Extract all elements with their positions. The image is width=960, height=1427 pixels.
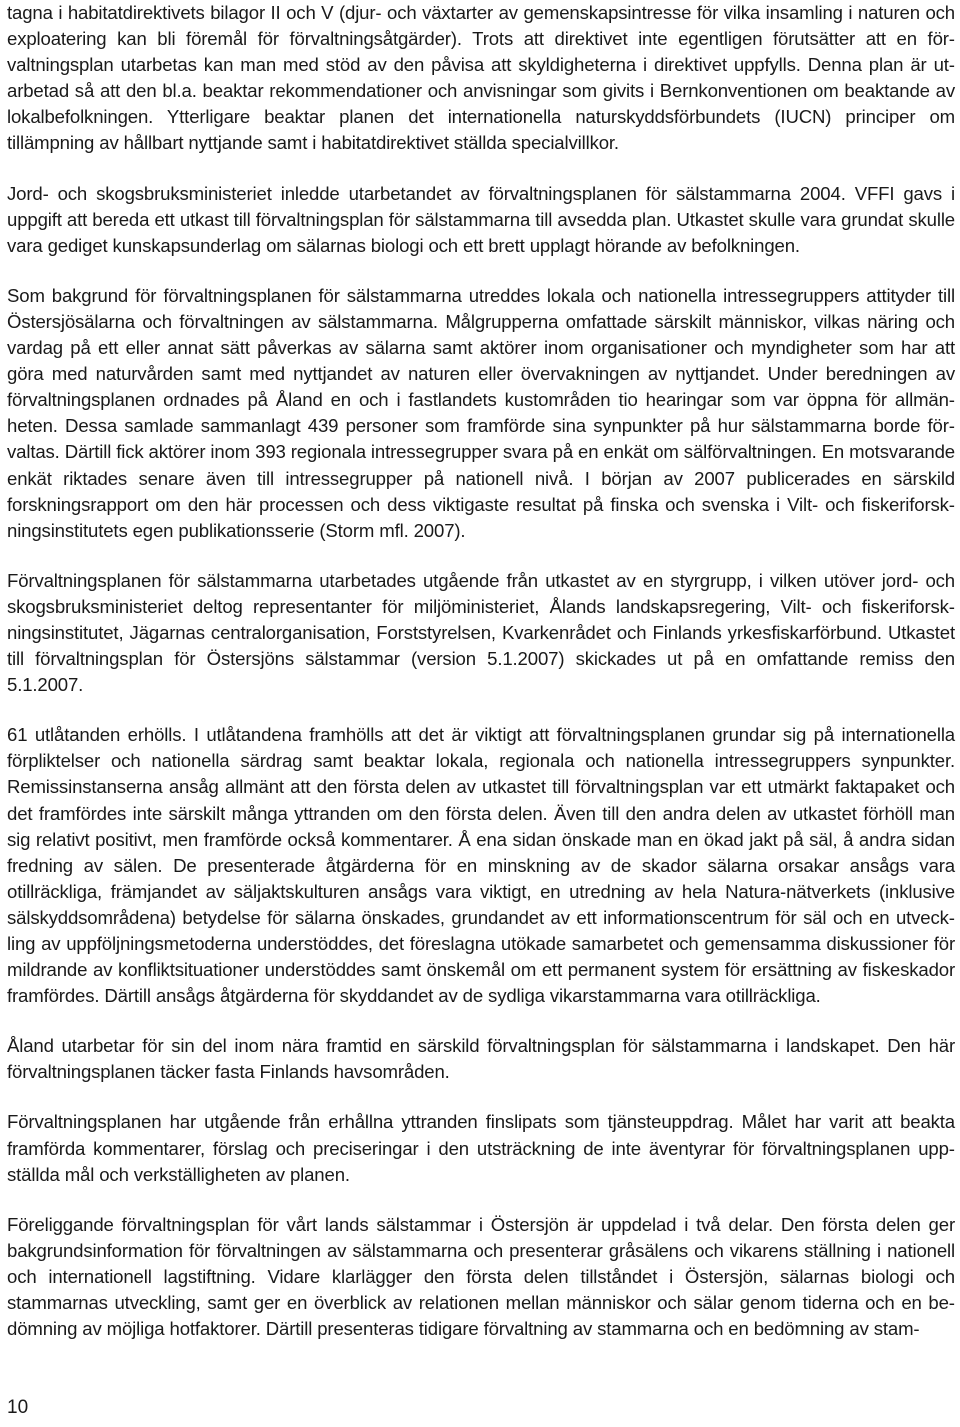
paragraph-aland: Åland utarbetar för sin del inom nära framtid en särskild förvaltningsplan för sälstammarna i landskapet. Den här förvaltningsplanen täcker fasta Finlands havsområden. — [7, 1035, 955, 1083]
paragraph-statements: 61 utlåtanden erhölls. I utlåtandena framhölls att det är viktigt att förvaltningsplanen grundar sig på internationella förpliktelser och nationella särdrag samt beaktar lokala, regionala och nationella intressegruppers synpunkter. Remissinstanserna ansåg allmänt att den första delen av utkastet till förvaltningsplan var ett utmärkt faktapaket och det framfördes inte särskilt många yttranden om den första delen. Även till den andra delen av utkastet förhöll man sig relativt positivt, men framförde också kommentarer. Å ena sidan önskade man en ökad jakt på säl, å andra sidan fredning av sälen. De presenterade åtgärderna för en minskning av de skador sälarna orsakar ansågs vara otillräckliga, främjandet av säljaktskulturen ansågs vara viktigt, en utredning av hela Natura-nätverkets (inklusive sälskyddsområdena) betydelse för sälarna önskades, grundandet av ett informationscentrum för säl och en utveckling av uppföljningsmetoderna understöddes, det föreslagna utökade samarbetet och gemensamma diskussioner för mildrande av konfliktsituationer understöddes samt önskemål om ett permanent system för ersättning av fiskeskador framfördes. Därtill ansågs åtgärderna för skyddandet av de sydliga vikarstammarna vara otillräckliga. — [7, 724, 955, 1007]
paragraph-background-survey: Som bakgrund för förvaltningsplanen för sälstammarna utreddes lokala och nationella intressegruppers attityder till Östersjösälarna och förvaltningen av sälstammarna. Målgrupperna omfattade särskilt människor, vilkas näring och vardag på ett eller annat sätt påverkas av sälarna samt aktörer inom organisationer och myndigheter som har att göra med naturvården samt med nyttjandet av naturen eller övervakningen av nyttjandet. Under beredningen av förvaltningsplanen ordnades på Åland en och i fastlandets kustområden tio hearingar som var öppna för allmänheten. Dessa samlade sammanlagt 439 personer som framförde sina synpunkter på hur sälstammarna borde förvaltas. Därtill fick aktörer inom 393 regionala intressegrupper svara på en enkät om sälförvaltningen. En motsvarande enkät riktades senare även till intressegrupper på nationell nivå. I början av 2007 publicerades en särskild forskningsrapport om den här processen och dess viktigaste resultat på finska och svenska i Vilt- och fiskeriforskningsinstitutets egen publikationsserie (Storm mfl. 2007). — [7, 284, 955, 541]
paragraph-ministry-start: Jord- och skogsbruksministeriet inledde utarbetandet av förvaltningsplanen för sälstammarna 2004. VFFI gavs i uppgift att bereda ett utkast till förvaltningsplan för sälstammarna till avsedda plan. Utkastet skulle vara grundat skulle vara gediget kunskapsunderlag om sälarnas biologi och ett brett upplagt hörande av befolkningen. — [7, 182, 955, 256]
page-number: 10 — [7, 1397, 29, 1418]
paragraph-plan-structure: Föreliggande förvaltningsplan för vårt lands sälstammar i Östersjön är uppdelad i två delar. Den första delen ger bakgrundsinformation för förvaltningen av sälstammarna och presenterar gråsälens och vikarens ställning i nationell och internationell lagstiftning. Vidare klarlägger den första delen tillståndet i Östersjön, sälarnas biologi och stammarnas utveckling, samt ger en överblick av relationen mellan människor och sälar genom tiderna och en bedömning av möjliga hotfaktorer. Därtill presenteras tidigare förvaltning av stammarna och en bedömning av stam- — [7, 1213, 955, 1340]
paragraph-finalization: Förvaltningsplanen har utgående från erhållna yttranden finslipats som tjänsteuppdrag. Målet har varit att beakta framförda kommentarer, förslag och preciseringar i den utsträckning de inte äventyrar för förvaltningsplanen uppställda mål och verkställigheten av planen. — [7, 1111, 955, 1185]
paragraph-directive-intro: tagna i habitatdirektivets bilagor II och V (djur- och växtarter av gemenskapsintresse för vilka insamling i naturen och exploatering kan bli föremål för förvaltningsåtgärder). Trots att direktivet inte egentligen förutsätter att en förvaltningsplan utarbetas kan man med stöd av den påvisa att skyldigheterna i direktivet uppfylls. Denna plan är utarbetad så att den bl.a. beaktar rekommendationer och anvisningar som givits i Bernkonventionen om beaktande av lokalbefolkningen. Ytterligare beaktar planen det internationella naturskyddsförbundets (IUCN) principer om tillämpning av hållbart nyttjande samt i habitatdirektivet ställda specialvillkor. — [7, 2, 955, 154]
document-page — [7, 0, 955, 1366]
paragraph-steering-group: Förvaltningsplanen för sälstammarna utarbetades utgående från utkastet av en styrgrupp, i vilken utöver jord- och skogsbruksministeriet deltog representanter för miljöministeriet, Ålands landskapsregering, Vilt- och fiskeriforskningsinstitutet, Jägarnas centralorganisation, Forststyrelsen, Kvarkenrådet och Finlands yrkesfiskarförbund. Utkastet till förvaltningsplan för Östersjöns sälstammar (version 5.1.2007) skickades ut på en omfattande remiss den 5.1.2007. — [7, 569, 955, 696]
